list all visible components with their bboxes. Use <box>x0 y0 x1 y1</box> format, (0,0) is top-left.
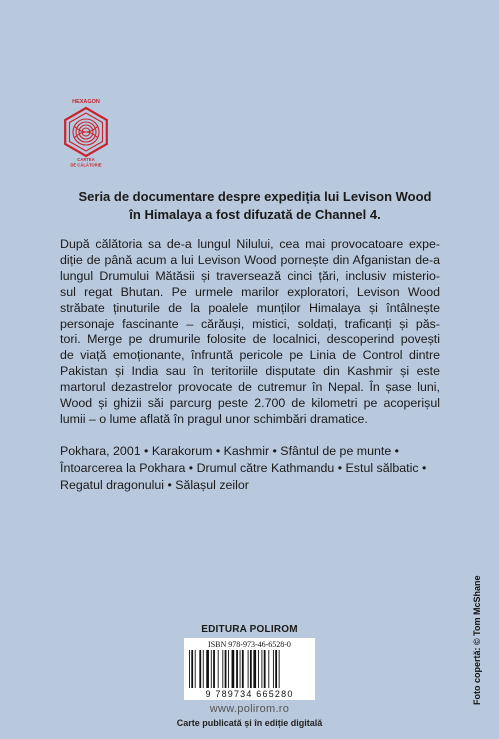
description-line: străbate ținuturile de la poalele munților Himalaya și întâlnește <box>60 300 440 315</box>
chapter-list-line-2: Regatul dragonului • Sălașul zeilor <box>60 478 249 492</box>
hexagon-logo <box>61 96 111 168</box>
photo-credit: Foto copertă: © Tom McShane <box>472 575 482 705</box>
description-line: martorul dezastrelor provocate de cutremur în Nepal. În șase luni, <box>60 380 440 395</box>
description-paragraph <box>60 237 440 428</box>
description-line: tori. Merge pe drumurile folosite de localnici, descoperind povești <box>60 332 440 347</box>
publisher-website: www.polirom.ro <box>209 703 290 715</box>
chapter-list <box>60 443 450 494</box>
description-line: sul regat Bhutan. Pe urmele marilor exploratori, Levison Wood <box>60 284 440 299</box>
barcode-panel <box>184 638 315 700</box>
digital-edition-note: Carte publicată și în ediție digitală <box>176 718 323 728</box>
isbn-text: ISBN 978-973-46-6528-0 <box>208 640 291 649</box>
headline-line-1: Seria de documentare despre expediția lui Levison Wood <box>78 189 432 204</box>
barcode-icon <box>189 650 310 688</box>
logo-top-text: HEXAGON <box>72 99 100 105</box>
hexagon-logo-icon <box>61 96 111 168</box>
headline <box>60 188 450 224</box>
description-line: diție de până acum a lui Levison Wood pornește din Afganistan de-a <box>60 252 440 267</box>
description-line: personaje fascinante – cărăuși, mistici, soldați, traficanți și păs- <box>60 316 440 331</box>
barcode-digits: 9 789734 665280 <box>205 689 294 699</box>
logo-bottom-text-1: CARTEA <box>77 157 95 162</box>
description-line: lumii – o lume aflată în pragul unor schimbări dramatice. <box>60 411 368 426</box>
publisher-name: EDITURA POLIROM <box>201 624 298 635</box>
logo-bottom-text-2: DE CĂLĂTORIE <box>70 162 102 168</box>
description-line: După călătoria sa de-a lungul Nilului, cea mai provocatoare expe- <box>60 237 440 251</box>
description-line: Wood și ghizii săi parcurg peste 2.700 de kilometri pe acoperișul <box>60 396 440 411</box>
description-line: lungul Drumului Mătăsii și traversează cinci țări, inclusiv misterio- <box>60 268 440 283</box>
chapter-list-line-1: Pokhara, 2001 • Karakorum • Kashmir • Sfântul de pe munte • Întoarcerea la Pokhara • Drumul către Kathmandu • Estul sălbatic • <box>60 444 427 475</box>
headline-line-2: în Himalaya a fost difuzată de Channel 4. <box>129 207 381 222</box>
description-line: Pakistan și India sau în teritoriile disputate din Kashmir și este <box>60 364 440 379</box>
description-line: de viață emoționante, înfruntă pericole pe Linia de Control dintre <box>60 348 440 363</box>
